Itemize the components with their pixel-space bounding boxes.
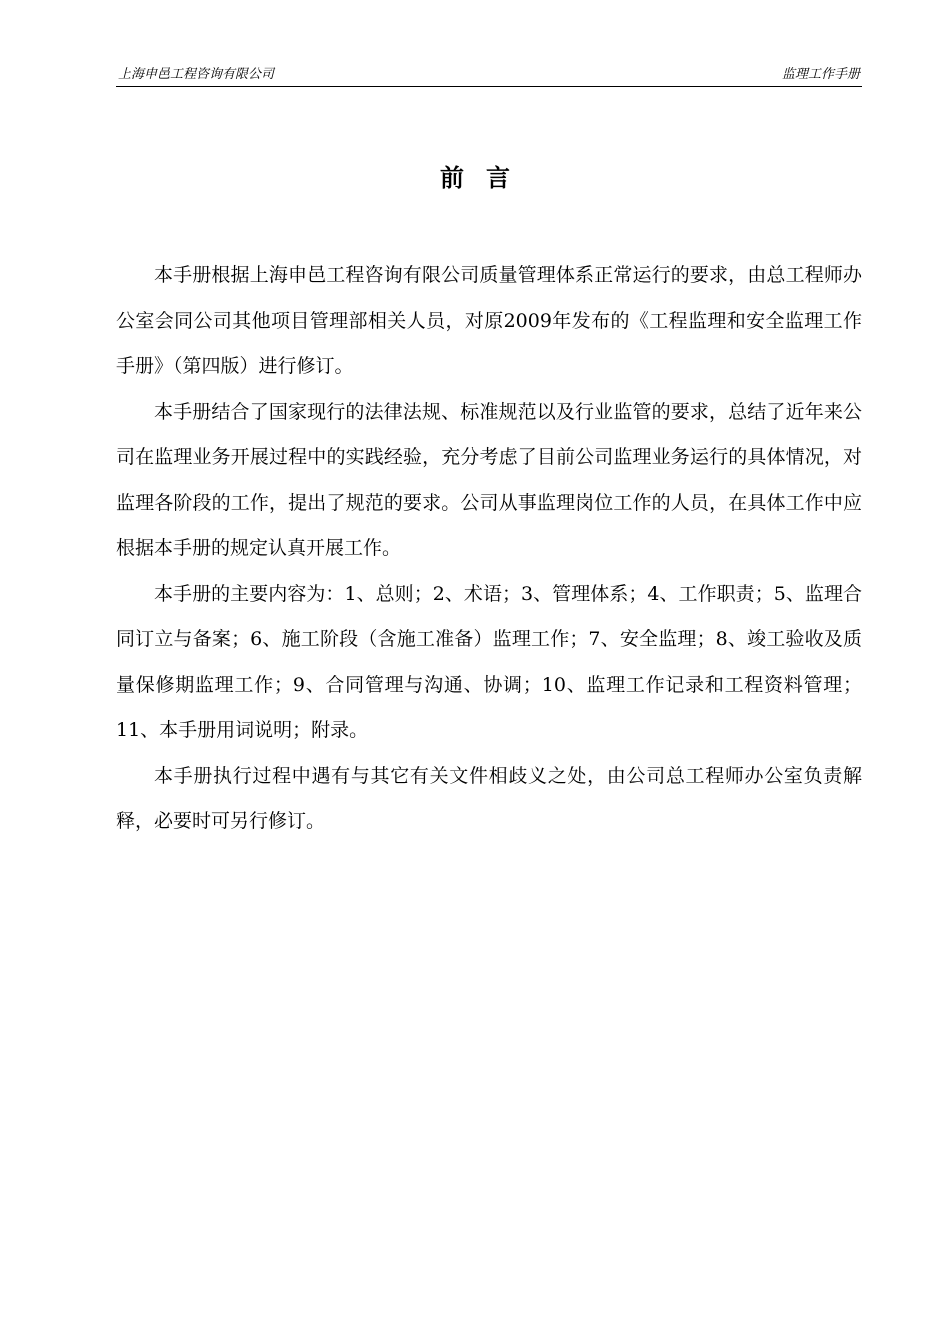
header-company-name: 上海申邑工程咨询有限公司 <box>118 67 275 82</box>
paragraph-4: 本手册执行过程中遇有与其它有关文件相歧义之处，由公司总工程师办公室负责解释，必要时可另行修订。 <box>116 764 862 832</box>
page-title: 前言 <box>440 164 532 192</box>
paragraph-1: 本手册根据上海申邑工程咨询有限公司质量管理体系正常运行的要求，由总工程师办公室会同公司其他项目管理部相关人员，对原2009年发布的《工程监理和安全监理工作手册》（第四版）进行修订。 <box>116 264 862 377</box>
page-header <box>116 64 862 87</box>
body-text <box>116 253 862 845</box>
header-document-name: 监理工作手册 <box>781 67 860 82</box>
paragraph-3: 本手册的主要内容为：1、总则；2、术语；3、管理体系；4、工作职责；5、监理合同订立与备案；6、施工阶段（含施工准备）监理工作；7、安全监理；8、竣工验收及质量保修期监理工作；9、合同管理与沟通、协调；10、监理工作记录和工程资料管理；11、本手册用词说明；附录。 <box>116 582 862 741</box>
paragraph-2: 本手册结合了国家现行的法律法规、标准规范以及行业监管的要求，总结了近年来公司在监理业务开展过程中的实践经验，充分考虑了目前公司监理业务运行的具体情况，对监理各阶段的工作，提出了规范的要求。公司从事监理岗位工作的人员，在具体工作中应根据本手册的规定认真开展工作。 <box>116 400 862 559</box>
